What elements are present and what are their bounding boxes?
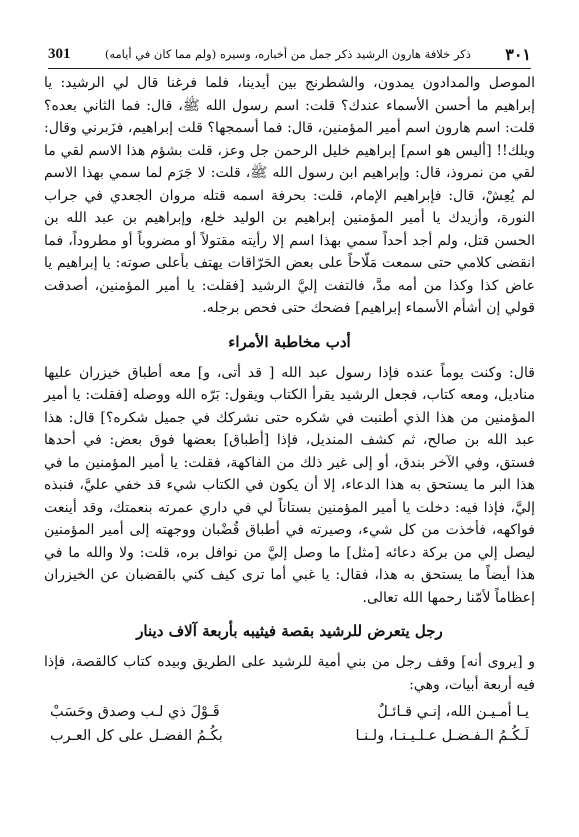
verse-1-first-hemistich: يـا أمـيـن الله، إنـي قـائـلٌ bbox=[377, 704, 529, 720]
paragraph-1: الموصل والمدادون يمدون، والشطرنج بين أيدينا، فلما فرغنا قال لي الرشيد: يا إبراهيم ما أحسن الأسماء عندك؟ قلت: اسم رسول الله ﷺ، قال: فما الثاني بعده؟ قلت: اسم هارون اسم أمير المؤمنين، قال: فما أسمجها؟ قلت إبراهيم، فزَبرني وقال: ويلك!! [أليس هو اسم] إبراهيم خليل الرحمن جل وعز، قلت بشؤم هذا الاسم لقي ما لقي من نمروذ، قال: وإبراهيم ابن رسول الله ﷺ، قلت: لا جَرَم لما سمي بهذا الاسم لم يُعِشْ، قال: فإبراهيم الإمام، قلت: بحرفة اسمه قتله مروان الجعدي في جراب النورة، وأزيدك يا أمير المؤمنين إبراهيم بن الوليد خلع، وإبراهيم بن عبد الله بن الحسن قتل، ولم أجد أحداً سمي بهذا اسم إلا رأيته مقتولاً أو مضروباً أو مطروداً، فما انقضى كلامي حتى سمعت مَلّاحاً على بعض الحَرّاقات يهتف بأعلى صوته: يا إبراهيم يا عاض كذا وكذا من أمه مدَّ، فالتفت إليَّ الرشيد [فقلت: يا أمير المؤمنين، أصدقت قولي إن أشأم الأسماء إبراهيم] فضحك حتى فحص برجله. bbox=[44, 75, 535, 316]
page-number-latin: 301 bbox=[48, 45, 71, 62]
paragraph-2: قال: وكنت يوماً عنده فإذا رسول عبد الله [ قد أتى، و] معه أطباق خيزران عليها مناديل، ومعه كتاب، فجعل الرشيد يقرأ الكتاب ويقول: بَرّه الله ووصله [فقلت: يا أمير المؤمنين من هذا الذي أطنبت في شكره حتى نشركك في جميل شكره؟] قال: هذا عبد الله بن صالح، ثم كشف المنديل، فإذا [أطباق] بعضها فوق بعض: في أحدها فستق، وفي الآخر بندق، أو إلى غير ذلك من الفاكهة، فقلت: يا أمير المؤمنين ما في هذا البر ما يستحق به هذا الدعاء، إلا أن يكون في الكتاب شيء قد خفي عليَّ، فنبذه إليَّ، فإذا فيه: دخلت يا أمير المؤمنين بستاناً لي في داري عمرته بنعمتك، وقد أينعت فواكهه، فأخذت من كل شيء، وصيرته في أطباق قُضْبان ووجهته إلى أمير المؤمنين ليصل إلي من بركة دعائه [مثل] ما وصل إليَّ من نوافل بره، قلت: ولا والله ما في هذا أيضاً ما يستحق به هذا، فقال: يا غبي أما ترى كيف كني بالقضبان عن الخيزران إعظاماً لأمّنا رحمها الله تعالى. bbox=[44, 364, 535, 606]
verse-line-1 bbox=[44, 700, 535, 724]
page-header bbox=[48, 42, 531, 66]
section-heading-1: أدب مخاطبة الأمراء bbox=[228, 332, 351, 351]
paragraph-3: و [يروى أنه] وقف رجل من بني أمية للرشيد على الطريق وبيده كتاب كالقصة، فإذا فيه أربعة أبيات، وهي: bbox=[44, 654, 535, 693]
page-body bbox=[44, 72, 535, 817]
section-heading-2: رجل يتعرض للرشيد بقصة فيثيبه بأربعة آلاف دينار bbox=[136, 622, 443, 640]
page-number-arabic: ٣٠١ bbox=[505, 44, 531, 64]
verse-line-2 bbox=[44, 724, 535, 748]
running-title: ذكر خلافة هارون الرشيد ذكر جمل من أخباره، وسيره (ولم مما كان في أيامه) bbox=[104, 47, 471, 61]
header-rule bbox=[48, 68, 531, 69]
verse-2-second-hemistich: بكُـمُ الفضـل على كل العـرب bbox=[50, 728, 223, 744]
verse-1-second-hemistich: قَـوْلَ ذي لـب وصدق وحَسَبْ bbox=[50, 704, 220, 720]
verse-2-first-hemistich: لَـكُـمُ الـفـضـل عـلـيـنـا، ولـنـا bbox=[355, 728, 529, 744]
